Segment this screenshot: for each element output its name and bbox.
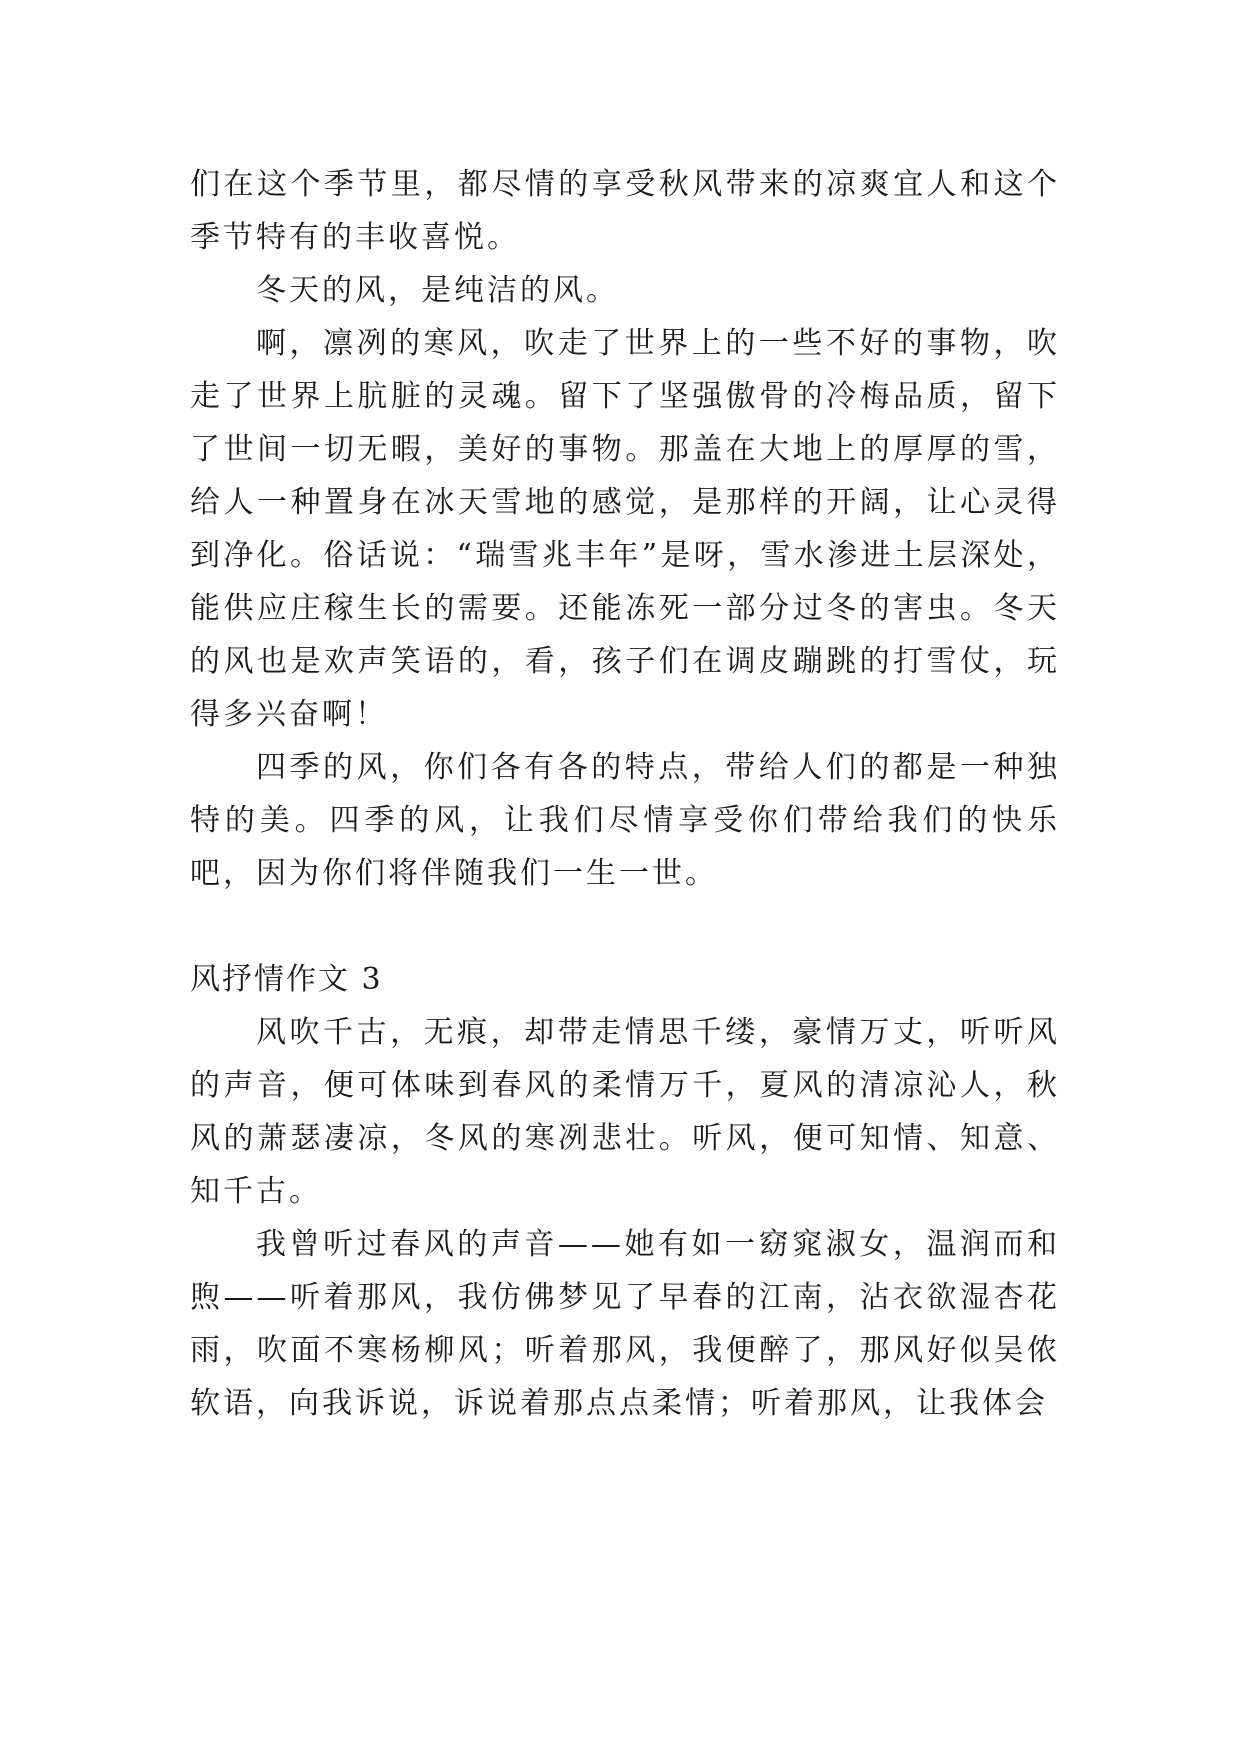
paragraph-winter-intro: 冬天的风，是纯洁的风。	[256, 273, 619, 308]
document-body	[190, 158, 1060, 1430]
paragraph-spring-wind: 我曾听过春风的声音——她有如一窈窕淑女，温润而和煦——听着那风，我仿佛梦见了早春的江南，沾衣欲湿杏花雨，吹面不寒杨柳风；听着那风，我便醉了，那风好似吴侬软语，向我诉说，诉说着那点点柔情；听着那风，让我体会	[190, 1227, 1060, 1421]
section-title: 风抒情作文 3	[190, 962, 383, 997]
paragraph-winter-body: 啊，凛冽的寒风，吹走了世界上的一些不好的事物，吹走了世界上肮脏的灵魂。留下了坚强傲骨的冷梅品质，留下了世间一切无暇，美好的事物。那盖在大地上的厚厚的雪，给人一种置身在冰天雪地的感觉，是那样的开阔，让心灵得到净化。俗话说：“瑞雪兆丰年”是呀，雪水渗进土层深处，能供应庄稼生长的需要。还能冻死一部分过冬的害虫。冬天的风也是欢声笑语的，看，孩子们在调皮蹦跳的打雪仗，玩得多兴奋啊！	[190, 326, 1060, 732]
paragraph-autumn-end: 们在这个季节里，都尽情的享受秋风带来的凉爽宜人和这个季节特有的丰收喜悦。	[190, 167, 1060, 255]
paragraph-wind-intro: 风吹千古，无痕，却带走情思千缕，豪情万丈，听听风的声音，便可体味到春风的柔情万千，夏风的清凉沁人，秋风的萧瑟凄凉，冬风的寒冽悲壮。听风，便可知情、知意、知千古。	[190, 1015, 1060, 1209]
paragraph-four-seasons: 四季的风，你们各有各的特点，带给人们的都是一种独特的美。四季的风，让我们尽情享受你们带给我们的快乐吧，因为你们将伴随我们一生一世。	[190, 750, 1060, 891]
